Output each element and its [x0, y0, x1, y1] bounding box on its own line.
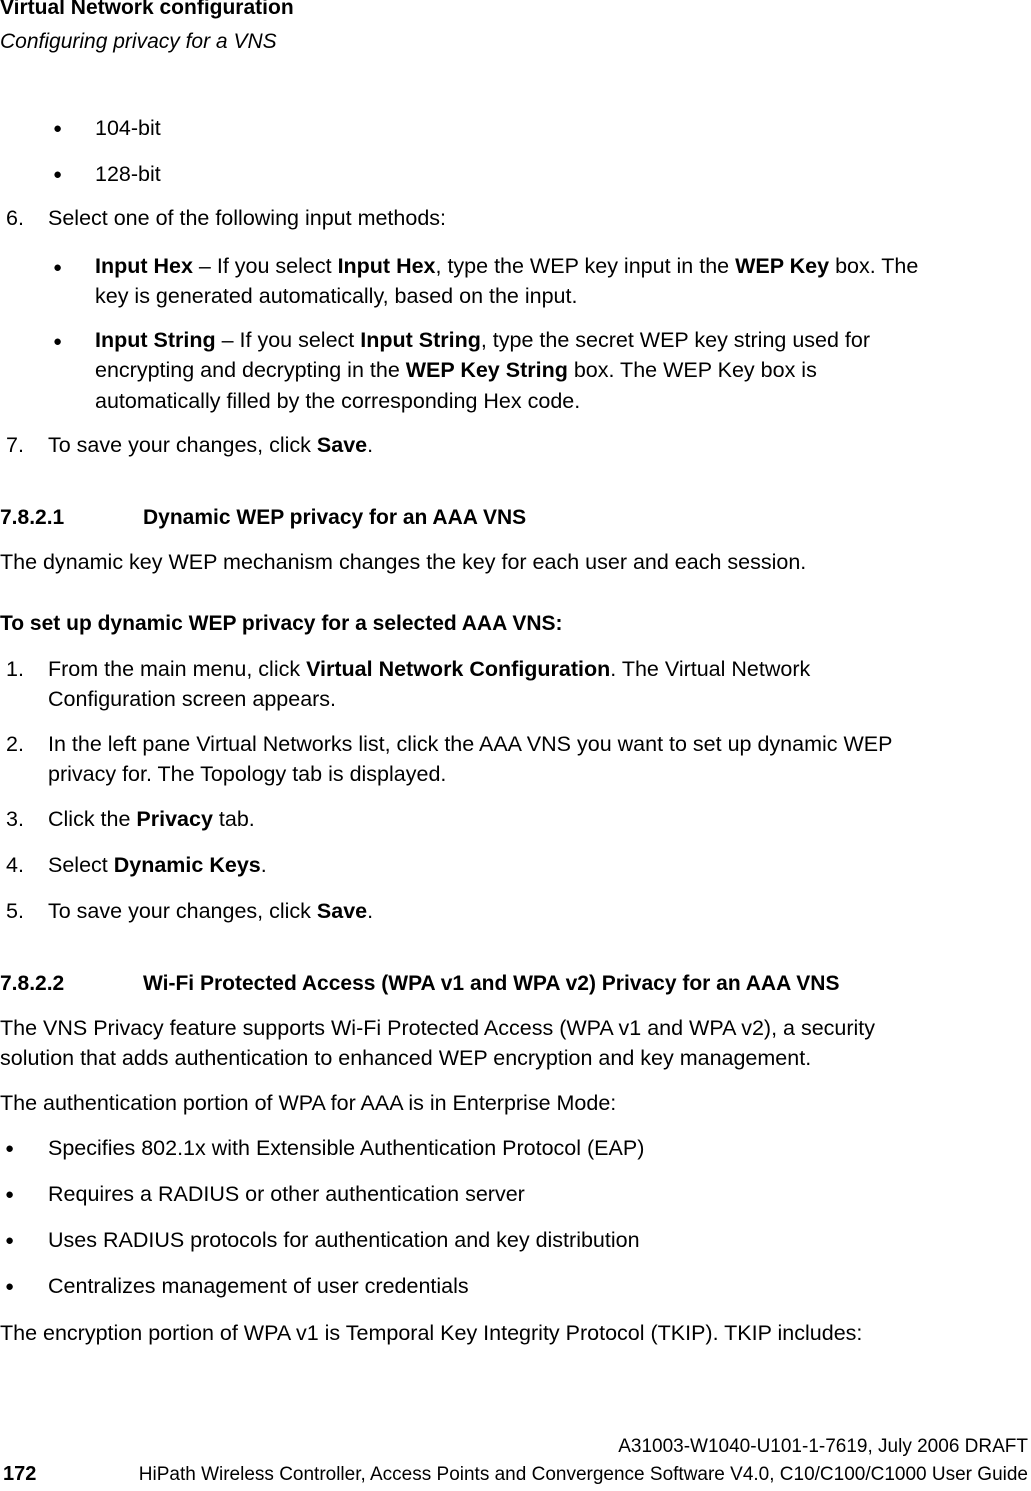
bullet-icon: ●: [53, 120, 63, 137]
step-number: 5.: [6, 899, 24, 923]
list-item: Requires a RADIUS or other authentication server: [48, 1182, 525, 1206]
procedure-heading: To set up dynamic WEP privacy for a selected AAA VNS:: [0, 612, 563, 635]
section-title: Dynamic WEP privacy for an AAA VNS: [143, 506, 527, 529]
page-number: 172: [3, 1463, 37, 1485]
bullet-icon: ●: [53, 259, 63, 276]
paragraph: The encryption portion of WPA v1 is Temporal Key Integrity Protocol (TKIP). TKIP includes:: [0, 1321, 863, 1345]
running-header-title: Virtual Network configuration: [0, 0, 294, 19]
section-number: 7.8.2.2: [0, 972, 65, 995]
input-string-line3: automatically filled by the corresponding Hex code.: [95, 389, 581, 413]
input-hex-line2: key is generated automatically, based on the input.: [95, 284, 578, 308]
step-number: 2.: [6, 732, 24, 756]
bullet-icon: ●: [53, 166, 63, 183]
step-number: 3.: [6, 807, 24, 831]
step-number: 1.: [6, 657, 24, 681]
input-string-line1: Input String – If you select Input String, type the secret WEP key string used for: [95, 328, 871, 352]
bullet-icon: ●: [5, 1232, 15, 1249]
step-text: Click the Privacy tab.: [48, 807, 255, 831]
list-item: 128-bit: [95, 162, 161, 186]
footer-doc-id: A31003-W1040-U101-1-7619, July 2006 DRAFT: [618, 1436, 1028, 1457]
input-string-line2: encrypting and decrypting in the WEP Key String box. The WEP Key box is: [95, 358, 817, 382]
bullet-icon: ●: [5, 1140, 15, 1157]
step-number: 4.: [6, 853, 24, 877]
step-text-cont: Configuration screen appears.: [48, 687, 337, 711]
section-title: Wi-Fi Protected Access (WPA v1 and WPA v2) Privacy for an AAA VNS: [143, 972, 840, 995]
step-text: Select one of the following input methods:: [48, 206, 447, 230]
paragraph: The dynamic key WEP mechanism changes the key for each user and each session.: [0, 550, 807, 574]
paragraph: The authentication portion of WPA for AAA is in Enterprise Mode:: [0, 1091, 617, 1115]
list-item: 104-bit: [95, 116, 161, 140]
step-number: 6.: [6, 206, 24, 230]
bullet-icon: ●: [5, 1186, 15, 1203]
running-header-subtitle: Configuring privacy for a VNS: [0, 30, 277, 53]
paragraph-cont: solution that adds authentication to enhanced WEP encryption and key management.: [0, 1046, 812, 1070]
list-item: Specifies 802.1x with Extensible Authentication Protocol (EAP): [48, 1136, 645, 1160]
step-text: To save your changes, click Save.: [48, 433, 374, 457]
bullet-icon: ●: [5, 1278, 15, 1295]
bullet-icon: ●: [53, 333, 63, 350]
footer-guide-title: HiPath Wireless Controller, Access Points and Convergence Software V4.0, C10/C100/C1000 User Guide: [138, 1464, 1028, 1485]
section-number: 7.8.2.1: [0, 506, 65, 529]
list-item: Uses RADIUS protocols for authentication and key distribution: [48, 1228, 640, 1252]
step-text: To save your changes, click Save.: [48, 899, 374, 923]
paragraph: The VNS Privacy feature supports Wi-Fi Protected Access (WPA v1 and WPA v2), a security: [0, 1016, 876, 1040]
step-text: Select Dynamic Keys.: [48, 853, 267, 877]
step-text-cont: privacy for. The Topology tab is displayed.: [48, 762, 447, 786]
step-text: From the main menu, click Virtual Network Configuration. The Virtual Network: [48, 657, 811, 681]
list-item: Centralizes management of user credentials: [48, 1274, 469, 1298]
input-hex-line1: Input Hex – If you select Input Hex, type the WEP key input in the WEP Key box. The: [95, 254, 919, 278]
step-number: 7.: [6, 433, 24, 457]
step-text: In the left pane Virtual Networks list, click the AAA VNS you want to set up dynamic WEP: [48, 732, 893, 756]
